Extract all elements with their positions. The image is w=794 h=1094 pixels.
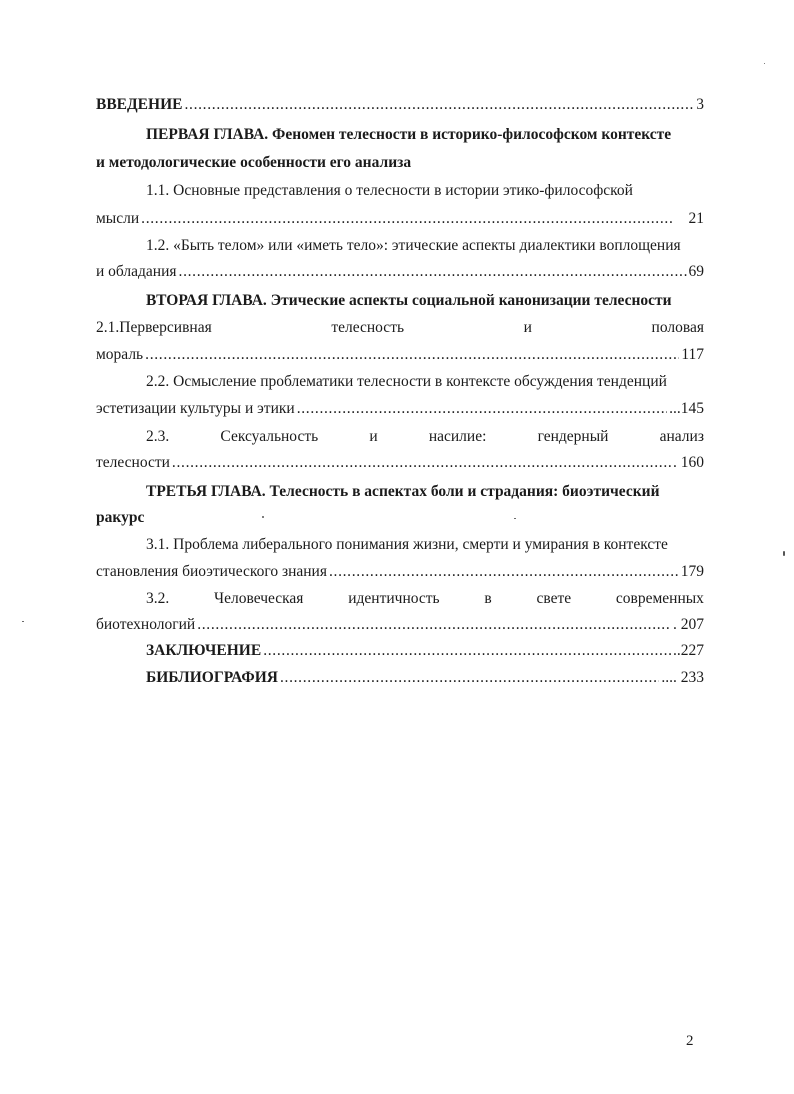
section-2-3-page: . 160 (673, 454, 704, 471)
chapter-3-title-line-1[interactable]: ТРЕТЬЯ ГЛАВА. Телесность в аспектах боли и страдания: биоэтический (146, 483, 660, 500)
section-2-1-line-1[interactable] (96, 315, 704, 341)
chapter-1-title-line-2[interactable]: и методологические особенности его анализа (96, 154, 412, 171)
section-3-1-line-1[interactable]: 3.1. Проблема либерального понимания жизни, смерти и умирания в контексте (146, 536, 668, 553)
scan-speck (22, 621, 24, 622)
section-2-1-line-2[interactable] (96, 342, 704, 368)
toc-conclusion-page: ..227 (673, 642, 704, 659)
section-1-1-line-1[interactable]: 1.1. Основные представления о телесности в истории этико-философской (146, 182, 633, 199)
section-1-2-line-2[interactable] (96, 259, 704, 285)
section-3-2-word: современных (615, 590, 704, 607)
section-3-2-line-1[interactable] (96, 586, 704, 612)
dot-leader (172, 450, 671, 476)
dot-leader (280, 665, 659, 691)
dot-leader (179, 259, 687, 285)
section-1-1-page: 21 (688, 210, 704, 227)
toc-bibliography-label: БИБЛИОГРАФИЯ (146, 669, 278, 686)
section-2-1-page: 117 (681, 346, 704, 363)
section-2-3-word: гендерный (537, 428, 609, 445)
section-1-2-page: 69 (688, 263, 704, 280)
chapter-2-title[interactable]: ВТОРАЯ ГЛАВА. Этические аспекты социальной канонизации телесности (146, 292, 672, 309)
section-2-2-page: ...145 (669, 400, 704, 417)
section-3-2-line-2[interactable] (96, 612, 704, 638)
toc-intro-page: 3 (696, 96, 704, 113)
chapter-3-title-line-2[interactable]: ракурс (96, 509, 145, 526)
section-2-2-line-2[interactable] (96, 396, 704, 422)
toc-entry-bibliography[interactable] (96, 665, 704, 691)
section-2-1-tail: мораль (96, 346, 144, 363)
section-3-1-line-2[interactable] (96, 559, 704, 585)
section-2-1-word: 2.1.Перверсивная (96, 319, 212, 336)
section-2-3-line-2[interactable] (96, 450, 704, 476)
section-2-1-word: половая (651, 319, 704, 336)
toc-intro-label: ВВЕДЕНИЕ (96, 96, 183, 113)
section-2-3-tail: телесности (96, 454, 170, 471)
section-1-1-tail: мысли (96, 210, 140, 227)
section-3-1-tail: становления биоэтического знания (96, 563, 327, 580)
section-2-3-word: Сексуальность (220, 428, 319, 445)
toc-entry-intro[interactable] (96, 92, 704, 118)
section-2-3-word: 2.3. (146, 428, 170, 445)
section-1-1-line-2[interactable] (96, 206, 704, 232)
dot-leader (141, 206, 672, 232)
section-3-2-word: 3.2. (146, 590, 170, 607)
section-2-3-word: насилие: (428, 428, 487, 445)
chapter-1-title-line-1[interactable]: ПЕРВАЯ ГЛАВА. Феномен телесности в историко-философском контексте (146, 126, 672, 143)
section-2-2-line-1[interactable]: 2.2. Осмысление проблематики телесности в контексте обсуждения тенденций (146, 373, 667, 390)
dot-leader (197, 612, 671, 638)
section-2-2-tail: эстетизации культуры и этики (96, 400, 295, 417)
scan-speck (262, 516, 264, 518)
section-2-3-line-1[interactable] (96, 424, 704, 450)
toc-bibliography-page: .... 233 (661, 669, 704, 686)
dot-leader (329, 559, 679, 585)
toc-entry-conclusion[interactable] (96, 638, 704, 664)
section-3-1-page: 179 (680, 563, 704, 580)
dot-leader (145, 342, 679, 368)
toc-conclusion-label: ЗАКЛЮЧЕНИЕ (146, 642, 262, 659)
scan-speck (764, 63, 765, 64)
dot-leader (297, 396, 667, 422)
section-2-1-word: и (523, 319, 532, 336)
dot-leader (184, 92, 694, 118)
section-1-2-line-1[interactable]: 1.2. «Быть телом» или «иметь тело»: этические аспекты диалектики воплощения (146, 237, 681, 254)
dot-leader (263, 638, 671, 664)
section-3-2-word: в (484, 590, 492, 607)
section-2-3-word: и (369, 428, 378, 445)
section-3-2-word: Человеческая (214, 590, 304, 607)
section-1-2-tail: и обладания (96, 263, 177, 280)
section-3-2-tail: биотехнологий (96, 616, 196, 633)
scan-speck (783, 551, 785, 556)
section-2-1-word: телесность (331, 319, 405, 336)
page-number: 2 (686, 1033, 694, 1049)
section-3-2-word: свете (536, 590, 572, 607)
section-3-2-word: идентичность (348, 590, 440, 607)
section-2-3-word: анализ (659, 428, 704, 445)
scan-speck (514, 518, 516, 519)
section-3-2-page: . 207 (673, 616, 704, 633)
